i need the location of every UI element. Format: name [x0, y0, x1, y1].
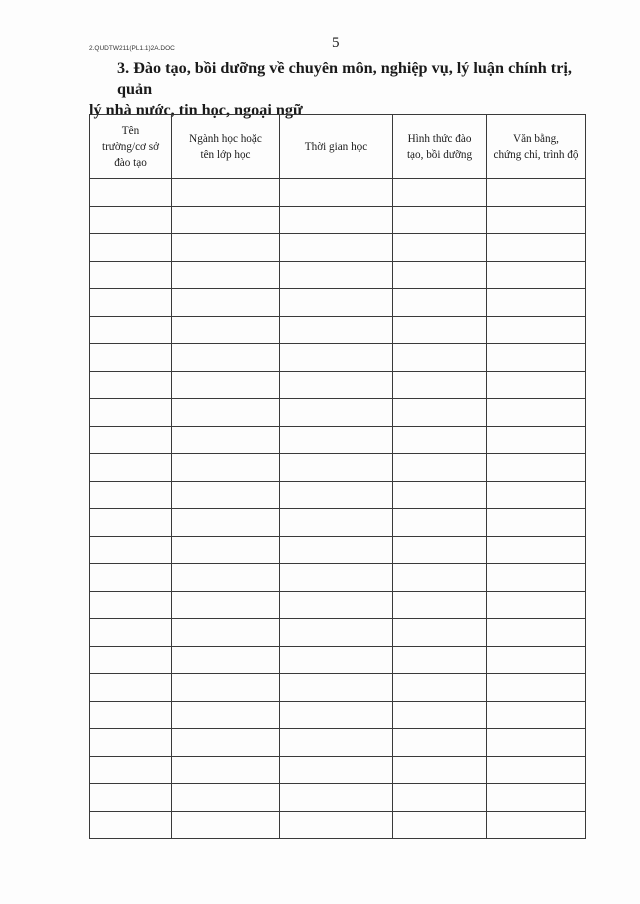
- table-row: [90, 399, 586, 427]
- table-cell[interactable]: [280, 729, 393, 757]
- table-cell[interactable]: [280, 536, 393, 564]
- table-cell[interactable]: [280, 646, 393, 674]
- table-cell[interactable]: [280, 234, 393, 262]
- header-certificate-line: Văn bằng,: [513, 132, 559, 145]
- table-cell[interactable]: [172, 729, 280, 757]
- table-cell[interactable]: [90, 344, 172, 372]
- table-row: [90, 371, 586, 399]
- table-cell[interactable]: [172, 674, 280, 702]
- table-cell[interactable]: [487, 426, 586, 454]
- table-cell[interactable]: [172, 509, 280, 537]
- table-cell[interactable]: [393, 344, 487, 372]
- table-cell[interactable]: [172, 619, 280, 647]
- table-cell[interactable]: [393, 289, 487, 317]
- table-row: [90, 591, 586, 619]
- table-cell[interactable]: [90, 701, 172, 729]
- table-cell[interactable]: [487, 591, 586, 619]
- table-cell[interactable]: [90, 234, 172, 262]
- table-row: [90, 564, 586, 592]
- header-study-time-line: Thời gian học: [304, 140, 368, 153]
- table-row: [90, 316, 586, 344]
- table-cell[interactable]: [90, 811, 172, 839]
- table-cell[interactable]: [393, 536, 487, 564]
- table-cell[interactable]: [487, 509, 586, 537]
- table-cell[interactable]: [393, 701, 487, 729]
- table-cell[interactable]: [280, 316, 393, 344]
- table-cell[interactable]: [172, 536, 280, 564]
- table-cell[interactable]: [90, 179, 172, 207]
- table-row: [90, 701, 586, 729]
- table-cell[interactable]: [487, 701, 586, 729]
- table-cell[interactable]: [172, 399, 280, 427]
- table-cell[interactable]: [487, 261, 586, 289]
- table-cell[interactable]: [172, 646, 280, 674]
- table-cell[interactable]: [393, 729, 487, 757]
- table-cell[interactable]: [393, 454, 487, 482]
- table-cell[interactable]: [487, 371, 586, 399]
- table-cell[interactable]: [280, 371, 393, 399]
- header-certificate-line: chứng chỉ, trình độ: [493, 148, 579, 161]
- table-row: [90, 344, 586, 372]
- table-header-row: [90, 115, 586, 179]
- table-cell[interactable]: [280, 591, 393, 619]
- header-school-line: trường/cơ sở: [101, 140, 160, 153]
- table-cell[interactable]: [393, 371, 487, 399]
- header-training-form-line: tạo, bồi dưỡng: [406, 148, 473, 161]
- table-cell[interactable]: [280, 811, 393, 839]
- table-row: [90, 426, 586, 454]
- table-cell[interactable]: [393, 591, 487, 619]
- table-cell[interactable]: [172, 564, 280, 592]
- table-body: [90, 179, 586, 839]
- table-cell[interactable]: [487, 206, 586, 234]
- table-row: [90, 811, 586, 839]
- table-cell[interactable]: [280, 426, 393, 454]
- table-cell[interactable]: [90, 756, 172, 784]
- table-row: [90, 261, 586, 289]
- table-cell[interactable]: [172, 179, 280, 207]
- table-cell[interactable]: [280, 564, 393, 592]
- header-training-form: [393, 115, 487, 179]
- table-cell[interactable]: [172, 234, 280, 262]
- table-cell[interactable]: [172, 701, 280, 729]
- header-school-line: Tên: [121, 124, 140, 137]
- header-major: [172, 115, 280, 179]
- header-certificate: [487, 115, 586, 179]
- table-cell[interactable]: [280, 454, 393, 482]
- table-cell[interactable]: [90, 674, 172, 702]
- table-cell[interactable]: [393, 756, 487, 784]
- table-cell[interactable]: [172, 206, 280, 234]
- table-cell[interactable]: [172, 784, 280, 812]
- header-school-line: đào tạo: [114, 156, 147, 169]
- table-cell[interactable]: [280, 701, 393, 729]
- table-cell[interactable]: [393, 426, 487, 454]
- table-cell[interactable]: [90, 536, 172, 564]
- table-cell[interactable]: [90, 481, 172, 509]
- table-cell[interactable]: [487, 536, 586, 564]
- table-cell[interactable]: [393, 399, 487, 427]
- table-cell[interactable]: [90, 564, 172, 592]
- table-cell[interactable]: [280, 344, 393, 372]
- table-cell[interactable]: [172, 316, 280, 344]
- table-cell[interactable]: [172, 811, 280, 839]
- table-cell[interactable]: [90, 371, 172, 399]
- section-heading-line-1: 3. Đào tạo, bồi dưỡng về chuyên môn, nghiệp vụ, lý luận chính trị, quản: [117, 59, 572, 98]
- table-cell[interactable]: [172, 371, 280, 399]
- table-cell[interactable]: [90, 261, 172, 289]
- table-cell[interactable]: [280, 399, 393, 427]
- table-row: [90, 454, 586, 482]
- table-cell[interactable]: [393, 481, 487, 509]
- table-row: [90, 646, 586, 674]
- table-cell[interactable]: [90, 289, 172, 317]
- table-row: [90, 729, 586, 757]
- table-cell[interactable]: [172, 591, 280, 619]
- table-cell[interactable]: [487, 619, 586, 647]
- table-cell[interactable]: [280, 206, 393, 234]
- table-cell[interactable]: [487, 481, 586, 509]
- table-cell[interactable]: [172, 426, 280, 454]
- table-row: [90, 536, 586, 564]
- table-row: [90, 619, 586, 647]
- table-cell[interactable]: [280, 289, 393, 317]
- table-row: [90, 509, 586, 537]
- table-cell[interactable]: [90, 784, 172, 812]
- table-cell[interactable]: [487, 234, 586, 262]
- table-cell[interactable]: [172, 481, 280, 509]
- header-major-line: tên lớp học: [200, 148, 251, 161]
- table-cell[interactable]: [487, 811, 586, 839]
- header-training-form-line: Hình thức đào: [407, 132, 472, 145]
- table-cell[interactable]: [487, 289, 586, 317]
- header-study-time: [280, 115, 393, 179]
- table-cell[interactable]: [90, 206, 172, 234]
- table-cell[interactable]: [393, 316, 487, 344]
- table-cell[interactable]: [90, 426, 172, 454]
- table-cell[interactable]: [280, 619, 393, 647]
- table-cell[interactable]: [487, 646, 586, 674]
- table-cell[interactable]: [393, 179, 487, 207]
- table-cell[interactable]: [172, 454, 280, 482]
- table-cell[interactable]: [393, 261, 487, 289]
- table-cell[interactable]: [487, 179, 586, 207]
- table-cell[interactable]: [393, 811, 487, 839]
- table-row: [90, 481, 586, 509]
- table-cell[interactable]: [90, 399, 172, 427]
- table-cell[interactable]: [487, 756, 586, 784]
- table-cell[interactable]: [487, 674, 586, 702]
- table-row: [90, 756, 586, 784]
- file-code: 2.QUDTW211(PL1.1)2A.DOC: [89, 45, 175, 52]
- page-number: 5: [332, 35, 340, 51]
- table-cell[interactable]: [487, 564, 586, 592]
- section-heading-line-2: lý nhà nước, tin học, ngoại ngữ: [89, 101, 303, 119]
- table-cell[interactable]: [393, 674, 487, 702]
- table-cell[interactable]: [90, 509, 172, 537]
- header-major-line: Ngành học hoặc: [189, 132, 262, 145]
- table-cell[interactable]: [487, 454, 586, 482]
- table-cell[interactable]: [280, 784, 393, 812]
- table-cell[interactable]: [280, 674, 393, 702]
- table-cell[interactable]: [172, 756, 280, 784]
- table-cell[interactable]: [90, 454, 172, 482]
- table-cell[interactable]: [90, 646, 172, 674]
- table-cell[interactable]: [172, 261, 280, 289]
- table-cell[interactable]: [280, 509, 393, 537]
- training-table: [89, 114, 586, 839]
- table-cell[interactable]: [280, 756, 393, 784]
- table-cell[interactable]: [487, 344, 586, 372]
- table-cell[interactable]: [393, 646, 487, 674]
- table-cell[interactable]: [280, 179, 393, 207]
- table-cell[interactable]: [487, 784, 586, 812]
- header-school: [90, 115, 172, 179]
- table-row: [90, 206, 586, 234]
- table-row: [90, 234, 586, 262]
- table-cell[interactable]: [393, 564, 487, 592]
- table-cell[interactable]: [487, 399, 586, 427]
- table-cell[interactable]: [487, 316, 586, 344]
- table-row: [90, 784, 586, 812]
- table-row: [90, 674, 586, 702]
- table-cell[interactable]: [393, 234, 487, 262]
- table-cell[interactable]: [172, 344, 280, 372]
- table-cell[interactable]: [280, 481, 393, 509]
- table-cell[interactable]: [487, 729, 586, 757]
- table-cell[interactable]: [393, 784, 487, 812]
- table-cell[interactable]: [90, 591, 172, 619]
- table-cell[interactable]: [393, 509, 487, 537]
- table-cell[interactable]: [90, 619, 172, 647]
- table-row: [90, 289, 586, 317]
- section-heading: [89, 58, 609, 121]
- table-cell[interactable]: [280, 261, 393, 289]
- table-cell[interactable]: [393, 206, 487, 234]
- table-cell[interactable]: [90, 729, 172, 757]
- table-cell[interactable]: [172, 289, 280, 317]
- table-row: [90, 179, 586, 207]
- table-cell[interactable]: [90, 316, 172, 344]
- table-cell[interactable]: [393, 619, 487, 647]
